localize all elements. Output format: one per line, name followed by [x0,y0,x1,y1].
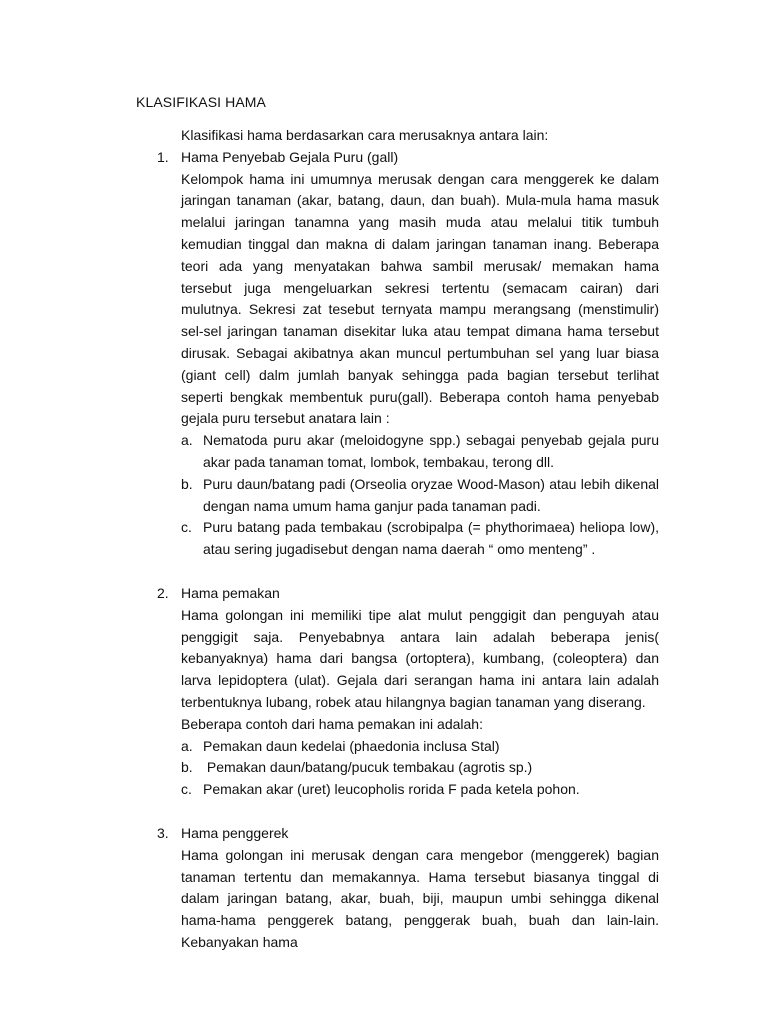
section-spacer [181,561,659,583]
section-number: 1. [157,148,169,165]
section-title: Hama pemakan [181,584,280,601]
section-paragraph: Kelompok hama ini umumnya merusak dengan cara menggerek ke dalam jaringan tanaman (akar, batang, daun, dan buah). Mula-mula hama masuk melalui jaringan tanamna yang masih muda atau melalui titik tumbuh kemudian tinggal dan makna di dalam jaringan tanaman inang. Beberapa teori ada yang menyatakan bahwa sambil merusak/ memakan hama tersebut juga mengeluarkan sekresi tertentu (semacam cairan) dari mulutnya. Sekresi zat tesebut ternyata mampu merangsang (menstimulir) sel-sel jaringan tanaman disekitar luka atau tempat dimana hama tersebut dirusak. Sebagai akibatnya akan muncul pertumbuhan sel yang luar biasa (giant cell) dalm jumlah banyak sehingga pada bagian tersebut terlihat seperti bengkak membentuk puru(gall). Beberapa contoh hama penyebab gejala puru tersebut anatara lain : [181,170,659,427]
list-item-text: Pemakan akar (uret) leucopholis rorida F pada ketela pohon. [203,781,580,798]
list-marker: a. [181,737,193,754]
list-marker: b. [181,759,193,776]
document-content [157,125,659,954]
list-item [181,757,659,779]
list-item-text: Puru daun/batang padi (Orseolia oryzae Wood-Mason) atau lebih dikenal dengan nama umum hama ganjur pada tanaman padi. [203,475,659,514]
list-item [181,474,659,518]
list-marker: c. [181,781,192,798]
section-pemakan [157,583,659,801]
list-marker: a. [181,432,193,449]
list-item [181,430,659,474]
list-item-text: Nematoda puru akar (meloidogyne spp.) sebagai penyebab gejala puru akar pada tanaman tomat, lombok, tembakau, terong dll. [203,432,659,470]
list-item-text: Pemakan daun/batang/pucuk tembakau (agrotis sp.) [203,759,533,776]
intro-text: Klasifikasi hama berdasarkan cara merusaknya antara lain: [181,127,549,143]
section-title: Hama Penyebab Gejala Puru (gall) [181,148,399,165]
list-item [181,779,659,801]
list-item-text: Puru batang pada tembakau (scrobipalpa (= phythorimaea) heliopa low), atau sering jugadisebut dengan nama daerah “ omo menteng” . [203,519,659,558]
list-item [181,736,659,758]
section-number: 2. [157,584,169,601]
list-marker: b. [181,475,193,492]
list-item-text: Pemakan daun kedelai (phaedonia inclusa Stal) [203,737,500,754]
section-spacer [181,801,659,823]
section-penggerek [157,823,659,954]
list-item [181,517,659,561]
section-paragraph: Hama golongan ini memiliki tipe alat mulut penggigit dan penguyah atau penggigit saja. Penyebabnya antara lain adalah beberapa jenis( kebanyaknya) hama dari bangsa (ortoptera), kumbang, (coleoptera) dan larva lepidoptera (ulat). Gejala dari serangan hama ini antara lain adalah terbentuknya lubang, robek atau hilangnya bagian tanaman yang diserang. [181,606,659,710]
section-title: Hama penggerek [181,824,289,841]
section-number: 3. [157,824,169,841]
section-puru [157,147,659,561]
example-list [181,430,659,561]
document-title: KLASIFIKASI HAMA [136,94,266,110]
list-marker: c. [181,519,192,536]
example-list [181,736,659,801]
section-paragraph: Beberapa contoh dari hama pemakan ini adalah: [181,715,483,732]
section-paragraph: Hama golongan ini merusak dengan cara mengebor (menggerek) bagian tanaman tertentu dan memakannya. Hama tersebut biasanya tinggal di dalam jaringan batang, akar, buah, biji, maupun umbi sehingga dikenal hama-hama penggerek batang, penggerak buah, buah dan lain-lain. Kebanyakan hama [181,846,659,950]
